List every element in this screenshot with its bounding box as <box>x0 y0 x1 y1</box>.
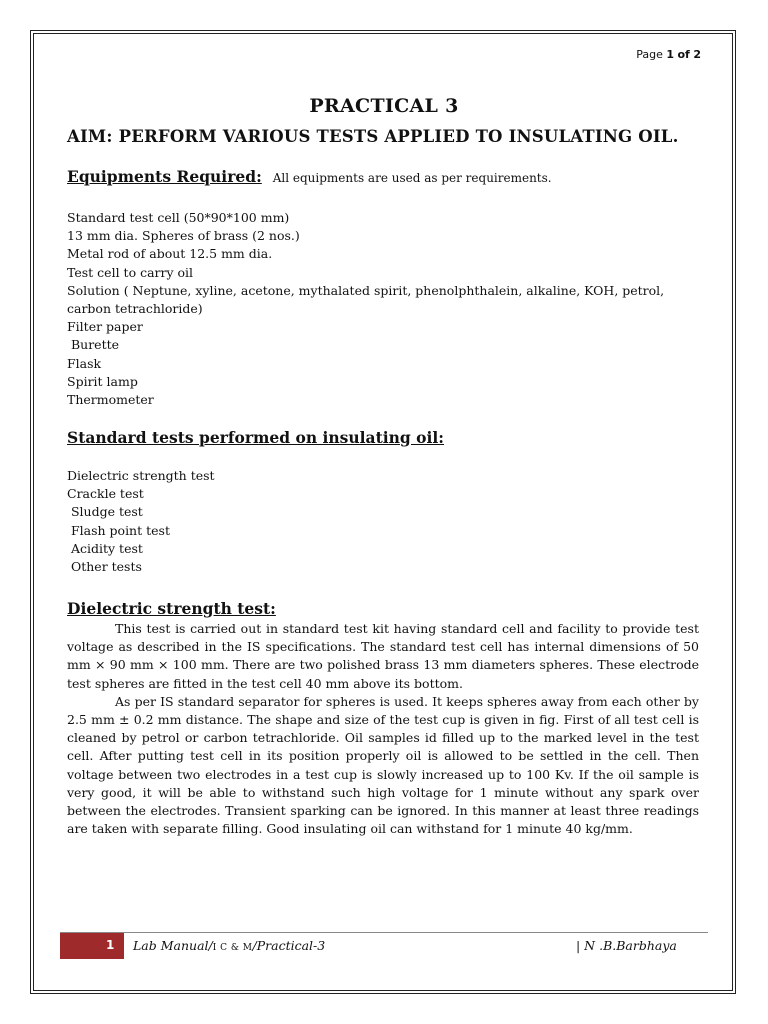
test-item: Crackle test <box>67 486 144 502</box>
footer-author: | N .B.Barbhaya <box>576 938 677 953</box>
equipment-item: 13 mm dia. Spheres of brass (2 nos.) <box>67 228 300 244</box>
dielectric-body <box>67 620 699 838</box>
equipment-item: Thermometer <box>67 392 154 408</box>
standard-tests-heading: Standard tests performed on insulating oil: <box>67 428 444 447</box>
equipment-item: Spirit lamp <box>67 373 138 389</box>
test-item: Acidity test <box>67 540 143 556</box>
test-item: Dielectric strength test <box>67 468 215 483</box>
equipment-item: Filter paper <box>67 319 143 335</box>
dielectric-paragraph: As per IS standard separator for spheres is used. It keeps spheres away from each other by 2.5 mm ± 0.2 mm distance. The shape and size of the test cup is given in fig. First of all test cell is cleaned by petrol or carbon tetrachloride. Oil samples id filled up to the marked level in the test cell. After putting test cell in its position properly oil is allowed to be settled in the cell. Then voltage between two electrodes in a test cup is slowly increased up to 100 Kv. If the oil sample is very good, it will be able to withstand such high voltage for 1 minute without any spark over between the electrodes. Transient sparking can be ignored. In this manner at least three readings are taken with separate filling. Good insulating oil can withstand for 1 minute 40 kg/mm. <box>67 693 699 837</box>
aim-heading: AIM: PERFORM VARIOUS TESTS APPLIED TO INSULATING OIL. <box>67 127 679 146</box>
equipment-item: Test cell to carry oil <box>67 264 194 280</box>
equipment-item: Burette <box>67 337 120 353</box>
footer-manual-title: Lab Manual/I C & M/Practical-3 <box>133 938 326 953</box>
equipments-section-header <box>67 167 552 186</box>
equipment-item: Solution ( Neptune, xyline, acetone, mythalated spirit, phenolphthalein, alkaline, KOH, petrol, <box>67 282 665 298</box>
footer-accent-block <box>60 933 124 959</box>
equipments-note: All equipments are used as per requirements. <box>272 171 552 185</box>
equipments-list <box>67 209 707 409</box>
equipment-item: Metal rod of about 12.5 mm dia. <box>67 246 273 262</box>
test-item: Flash point test <box>67 522 170 538</box>
equipments-heading: Equipments Required: <box>67 167 262 186</box>
dielectric-heading: Dielectric strength test: <box>67 599 276 618</box>
standard-tests-list <box>67 467 707 576</box>
footer-page-number: 1 <box>106 938 115 952</box>
test-item: Other tests <box>67 559 142 575</box>
page-indicator: Page 1 of 2 <box>636 48 701 61</box>
dielectric-paragraph: This test is carried out in standard test kit having standard cell and facility to provide test voltage as described in the IS specifications. The standard test cell has internal dimensions of 50 mm × 90 mm × 100 mm. There are two polished brass 13 mm diameters spheres. These electrode test spheres are fitted in the test cell 40 mm above its bottom. <box>67 621 699 691</box>
equipment-item: carbon tetrachloride) <box>67 301 203 317</box>
equipment-item: Standard test cell (50*90*100 mm) <box>67 210 290 225</box>
test-item: Sludge test <box>67 504 143 520</box>
document-title: PRACTICAL 3 <box>309 95 459 117</box>
equipment-item: Flask <box>67 355 102 371</box>
footer-rule <box>60 932 708 933</box>
